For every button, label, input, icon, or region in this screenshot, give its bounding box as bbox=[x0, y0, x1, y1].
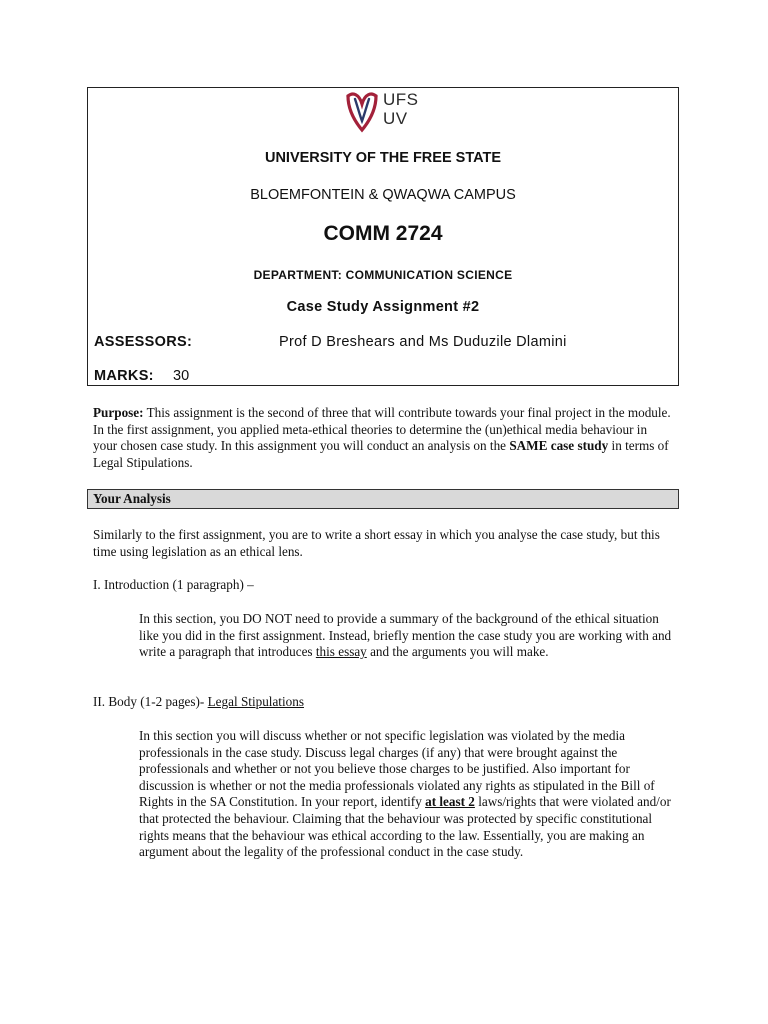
section1-text-b: and the arguments you will make. bbox=[366, 644, 549, 660]
purpose-text-a: This assignment is the second of three that will contribute towards your final project in the module. In the first assignment, you applied meta-ethical theories to determine the (un)ethical media behaviour in your chosen case study. In this assignment you will conduct an analysis on the bbox=[93, 405, 671, 454]
section2-text-b: laws/rights that were violated and/or that protected the behaviour. Claiming that the behaviour was protected by specific constitutional rights means that the behaviour was ethical according to the law. Essentially, you are making an argument about the legality of the professional conduct in the case study. bbox=[139, 794, 671, 860]
section1-underline: this essay bbox=[315, 644, 367, 660]
purpose-text-b: in terms of Legal Stipulations. bbox=[93, 438, 669, 470]
header-box bbox=[87, 87, 679, 386]
university-logo bbox=[343, 90, 433, 134]
section2-text-a: In this section you will discuss whether or not specific legislation was violated by the media professionals in the case study. Discuss legal charges (if any) that were brought against the professionals and whether or not you believe those charges to be justified. Also important for discussion is whether or not the media professionals violated any rights as stipulated in the Bill of Rights in the SA Constitution. In your report, identify bbox=[139, 728, 655, 810]
purpose-label: Purpose: bbox=[93, 405, 144, 420]
analysis-intro: Similarly to the first assignment, you are to write a short essay in which you analyse the case study, but this time using legislation as an ethical lens. bbox=[93, 527, 660, 559]
section2-emphasis: at least 2 bbox=[425, 794, 475, 810]
course-code: COMM 2724 bbox=[323, 222, 443, 245]
marks-value: 30 bbox=[173, 368, 190, 384]
section-heading-your-analysis: Your Analysis bbox=[87, 489, 679, 509]
purpose-paragraph bbox=[93, 405, 673, 471]
section2-paragraph bbox=[139, 728, 679, 861]
assignment-title: Case Study Assignment #2 bbox=[286, 299, 480, 315]
logo-text-uv: UV bbox=[383, 109, 408, 128]
section2-heading-text: II. Body (1-2 pages)- bbox=[93, 694, 208, 709]
marks-label: MARKS: bbox=[94, 368, 154, 384]
campus-name: BLOEMFONTEIN & QWAQWA CAMPUS bbox=[250, 187, 516, 203]
assessors-label: ASSESSORS: bbox=[94, 334, 193, 350]
section2-heading bbox=[93, 694, 304, 711]
assessors-value: Prof D Breshears and Ms Duduzile Dlamini bbox=[279, 334, 567, 350]
purpose-emphasis: SAME case study bbox=[509, 438, 609, 454]
section1-paragraph bbox=[139, 611, 679, 661]
logo-text-ufs: UFS bbox=[383, 90, 419, 109]
section1-heading: I. Introduction (1 paragraph) – bbox=[93, 577, 254, 592]
department: DEPARTMENT: COMMUNICATION SCIENCE bbox=[253, 268, 513, 282]
section1-text-a: In this section, you DO NOT need to provide a summary of the background of the ethical situation like you did in the first assignment. Instead, briefly mention the case study you are working with and write a paragraph that introduces bbox=[139, 611, 672, 660]
logo-text bbox=[383, 90, 419, 128]
section2-heading-underline: Legal Stipulations bbox=[207, 694, 304, 709]
university-name: UNIVERSITY OF THE FREE STATE bbox=[264, 150, 502, 166]
ufs-crest-icon bbox=[343, 90, 381, 134]
